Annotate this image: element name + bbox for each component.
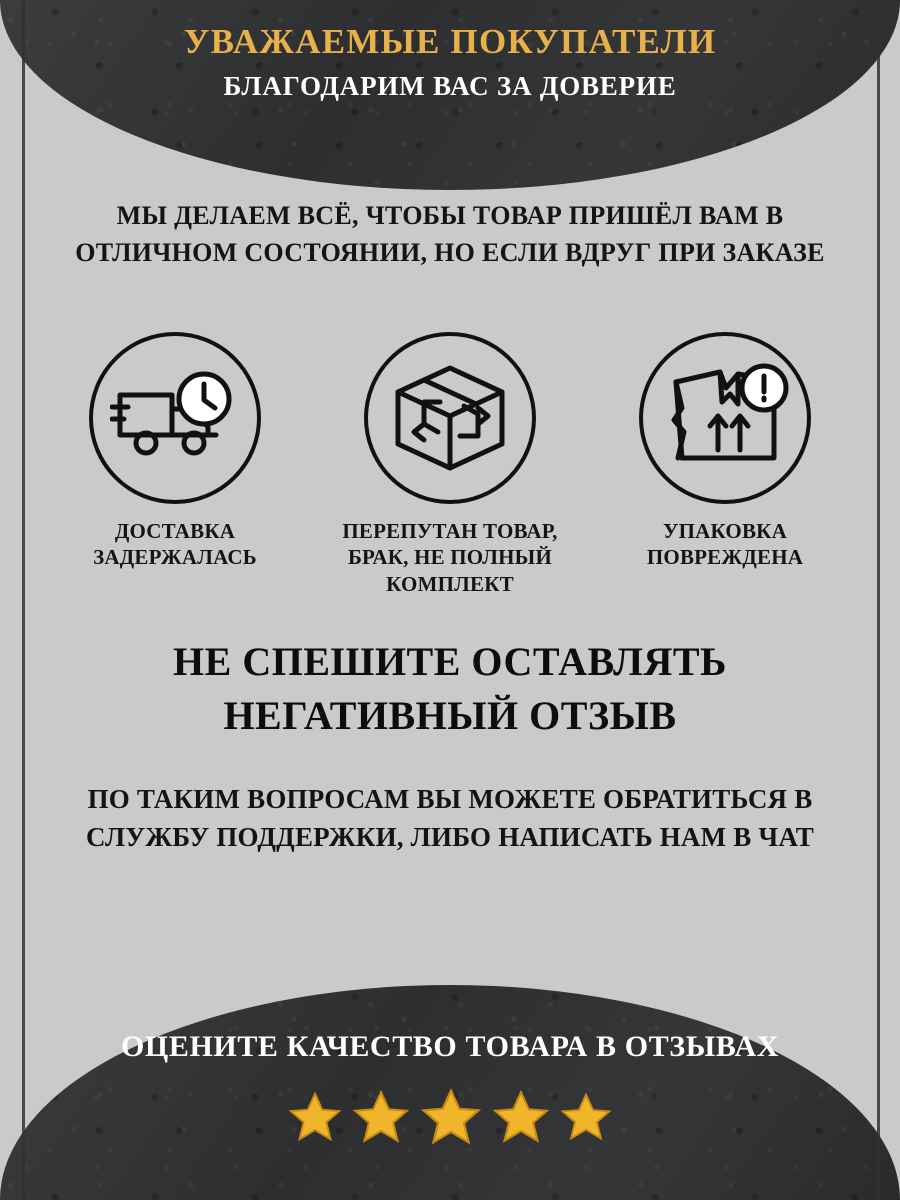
issue-caption: УПАКОВКА ПОВРЕЖДЕНА bbox=[646, 519, 804, 570]
header-subtitle: БЛАГОДАРИМ ВАС ЗА ДОВЕРИЕ bbox=[223, 71, 677, 102]
box-return-arrow-icon bbox=[364, 332, 536, 504]
support-text: ПО ТАКИМ ВОПРОСАМ ВЫ МОЖЕТЕ ОБРАТИТЬСЯ В СЛУЖБУ ПОДДЕРЖКИ, ЛИБО НАПИСАТЬ НАМ В ЧАТ bbox=[86, 784, 814, 853]
issue-item-wrong-goods bbox=[320, 332, 580, 597]
headline-text: НЕ СПЕШИТЕ ОСТАВЛЯТЬ НЕГАТИВНЫЙ ОТЗЫВ bbox=[173, 639, 727, 738]
left-accent-rule bbox=[22, 0, 25, 1200]
issues-row bbox=[45, 332, 855, 597]
issue-item-delivery bbox=[45, 332, 305, 571]
star-icon[interactable] bbox=[350, 1086, 412, 1148]
delivery-truck-clock-icon bbox=[89, 332, 261, 504]
right-accent-rule bbox=[877, 0, 880, 1200]
footer bbox=[0, 1028, 900, 1150]
issue-caption: ДОСТАВКА ЗАДЕРЖАЛАСЬ bbox=[93, 519, 257, 570]
star-icon[interactable] bbox=[490, 1086, 552, 1148]
rating-stars[interactable] bbox=[0, 1084, 900, 1150]
issue-item-damaged-package bbox=[595, 332, 855, 571]
star-icon[interactable] bbox=[418, 1084, 484, 1150]
damaged-package-icon bbox=[639, 332, 811, 504]
header-title: УВАЖАЕМЫЕ ПОКУПАТЕЛИ bbox=[183, 22, 717, 61]
star-icon[interactable] bbox=[286, 1088, 344, 1146]
star-icon[interactable] bbox=[558, 1089, 614, 1145]
header bbox=[0, 22, 900, 103]
issue-caption: ПЕРЕПУТАН ТОВАР, БРАК, НЕ ПОЛНЫЙ КОМПЛЕКТ bbox=[342, 519, 558, 596]
intro-text: МЫ ДЕЛАЕМ ВСЁ, ЧТОБЫ ТОВАР ПРИШЁЛ ВАМ В ОТЛИЧНОМ СОСТОЯНИИ, НО ЕСЛИ ВДРУГ ПРИ ЗАКАЗЕ bbox=[75, 201, 825, 267]
footer-title: ОЦЕНИТЕ КАЧЕСТВО ТОВАРА В ОТЗЫВАХ bbox=[120, 1030, 780, 1063]
